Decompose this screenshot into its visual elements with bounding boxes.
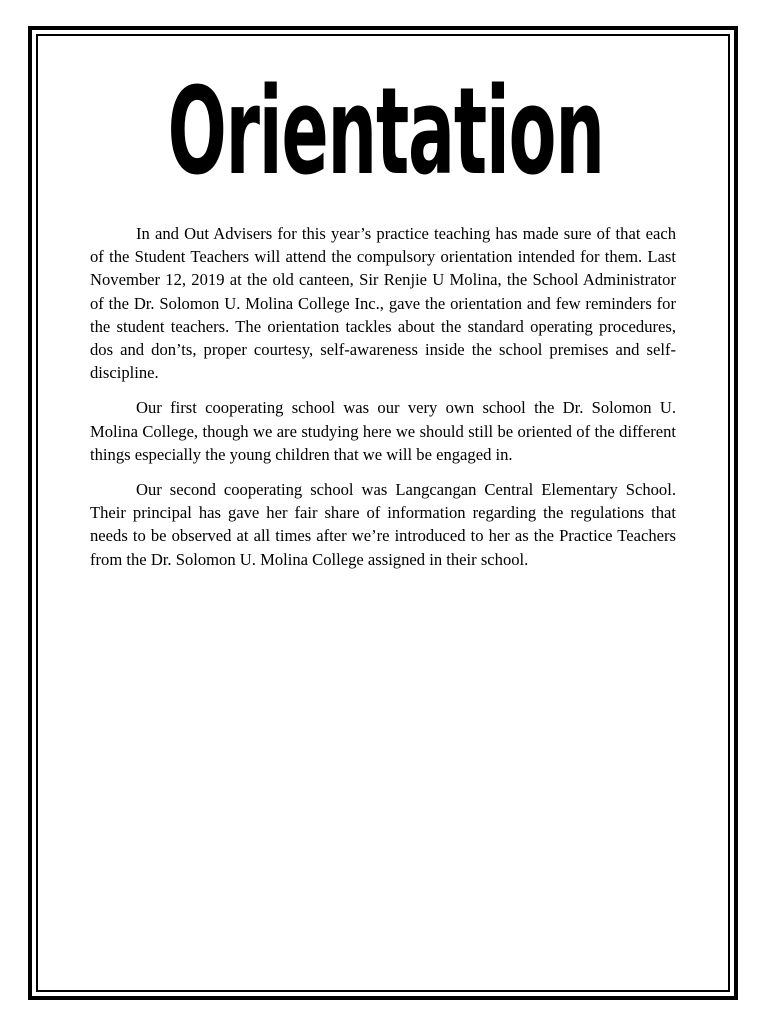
paragraph-2: Our first cooperating school was our very own school the Dr. Solomon U. Molina College, though we are studying here we should still be oriented of the different things especially the young children that we will be engaged in. (90, 398, 676, 464)
paragraph-1: In and Out Advisers for this year’s practice teaching has made sure of that each of the Student Teachers will attend the compulsory orientation intended for them. Last November 12, 2019 at the old canteen, Sir Renjie U Molina, the School Administrator of the Dr. Solomon U. Molina College Inc., gave the orientation and few reminders for the student teachers. The orientation tackles about the standard operating procedures, dos and don’ts, proper courtesy, self-awareness inside the school premises and self-discipline. (90, 224, 676, 383)
document-body (90, 222, 676, 583)
paragraph-3: Our second cooperating school was Langcangan Central Elementary School. Their principal has gave her fair share of information regarding the regulations that needs to be observed at all times after we’re introduced to her as the Practice Teachers from the Dr. Solomon U. Molina College assigned in their school. (90, 480, 676, 569)
document-title: Orientation (167, 63, 604, 202)
